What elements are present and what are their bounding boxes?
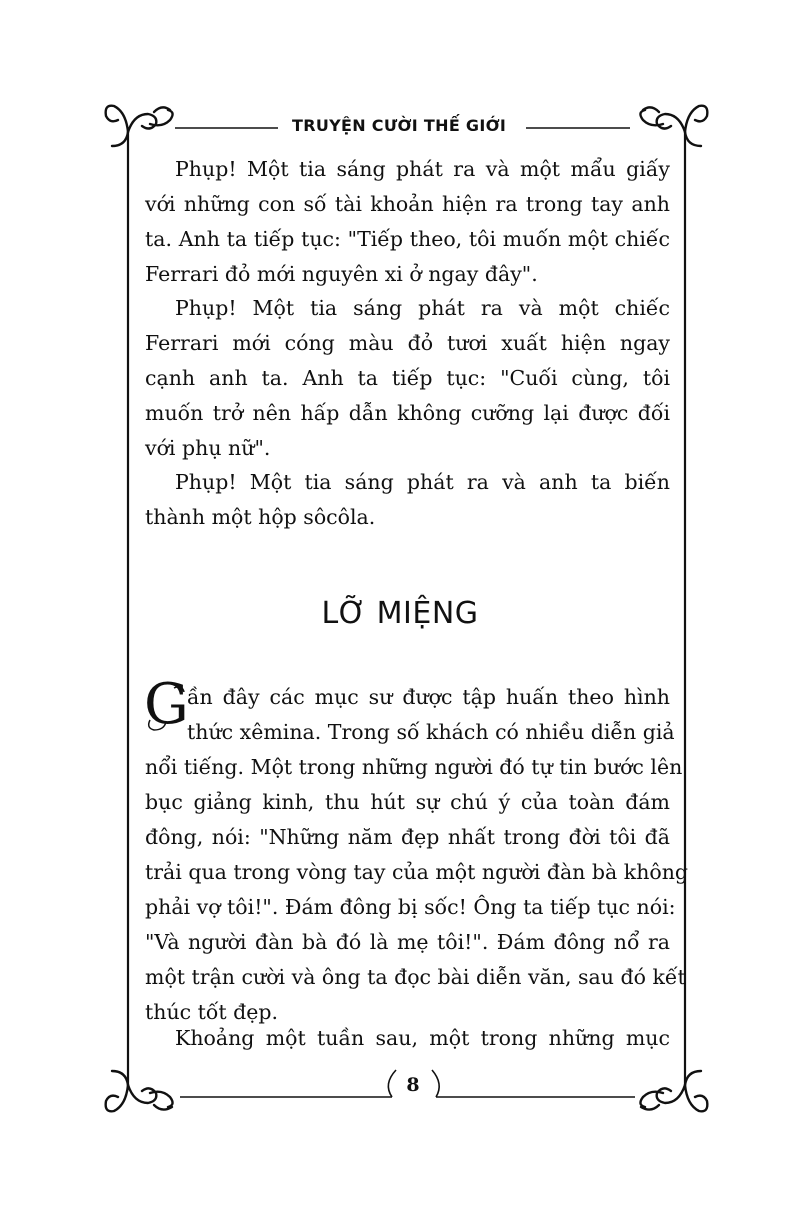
text-line: muốn trở nên hấp dẫn không cưỡng lại được đối (145, 401, 670, 425)
text-line: ần đây các mục sư được tập huấn theo hình (187, 685, 670, 709)
text-line: thúc tốt đẹp. (145, 1000, 279, 1024)
drop-cap (144, 672, 189, 737)
text-line: với những con số tài khoản hiện ra trong tay anh (145, 192, 670, 216)
text-line: phải vợ tôi!". Đám đông bị sốc! Ông ta tiếp tục nói: (145, 895, 676, 919)
text-line: "Và người đàn bà đó là mẹ tôi!". Đám đông nổ ra (145, 930, 670, 954)
text-line: thành một hộp sôcôla. (145, 505, 376, 529)
text-line: Ferrari đỏ mới nguyên xi ở ngay đây". (145, 262, 538, 286)
text-line: nổi tiếng. Một trong những người đó tự tin bước lên (145, 755, 683, 779)
text-line: Ferrari mới cóng màu đỏ tươi xuất hiện ngay (145, 331, 670, 355)
story-paragraph-1 (145, 680, 689, 1030)
story-title: LỠ MIỆNG (321, 596, 479, 631)
text-line: đông, nói: "Những năm đẹp nhất trong đời tôi đã (145, 825, 670, 849)
ornament-top-left (106, 106, 173, 146)
text-line: bục giảng kinh, thu hút sự chú ý của toàn đám (145, 790, 670, 814)
text-line: Phụp! Một tia sáng phát ra và một mẩu giấy (175, 157, 670, 181)
paragraph-1 (145, 152, 670, 292)
ornament-top-right (640, 106, 707, 146)
text-line: cạnh anh ta. Anh ta tiếp tục: "Cuối cùng, tôi (145, 366, 670, 390)
text-line: với phụ nữ". (145, 436, 271, 460)
text-line: trải qua trong vòng tay của một người đàn bà không (145, 860, 689, 884)
text-line: thức xêmina. Trong số khách có nhiều diễn giả (187, 720, 675, 744)
paragraph-2 (145, 291, 670, 466)
text-line: một trận cười và ông ta đọc bài diễn văn, sau đó kết (145, 965, 686, 989)
text-line: Khoảng một tuần sau, một trong những mục (175, 1026, 670, 1050)
text-line: ta. Anh ta tiếp tục: "Tiếp theo, tôi muốn một chiếc (145, 227, 670, 251)
running-header: TRUYỆN CƯỜI THẾ GIỚI (292, 116, 507, 135)
page-number-bracket-right (432, 1070, 439, 1097)
ornament-bottom-left (106, 1071, 173, 1111)
text-line: Phụp! Một tia sáng phát ra và một chiếc (175, 296, 670, 320)
page-number: 8 (406, 1074, 420, 1096)
drop-cap-letter: G (144, 672, 189, 737)
text-line: Phụp! Một tia sáng phát ra và anh ta biến (175, 470, 670, 494)
paragraph-3 (145, 465, 670, 535)
story-paragraph-2 (145, 1021, 670, 1056)
ornament-bottom-right (640, 1071, 707, 1111)
